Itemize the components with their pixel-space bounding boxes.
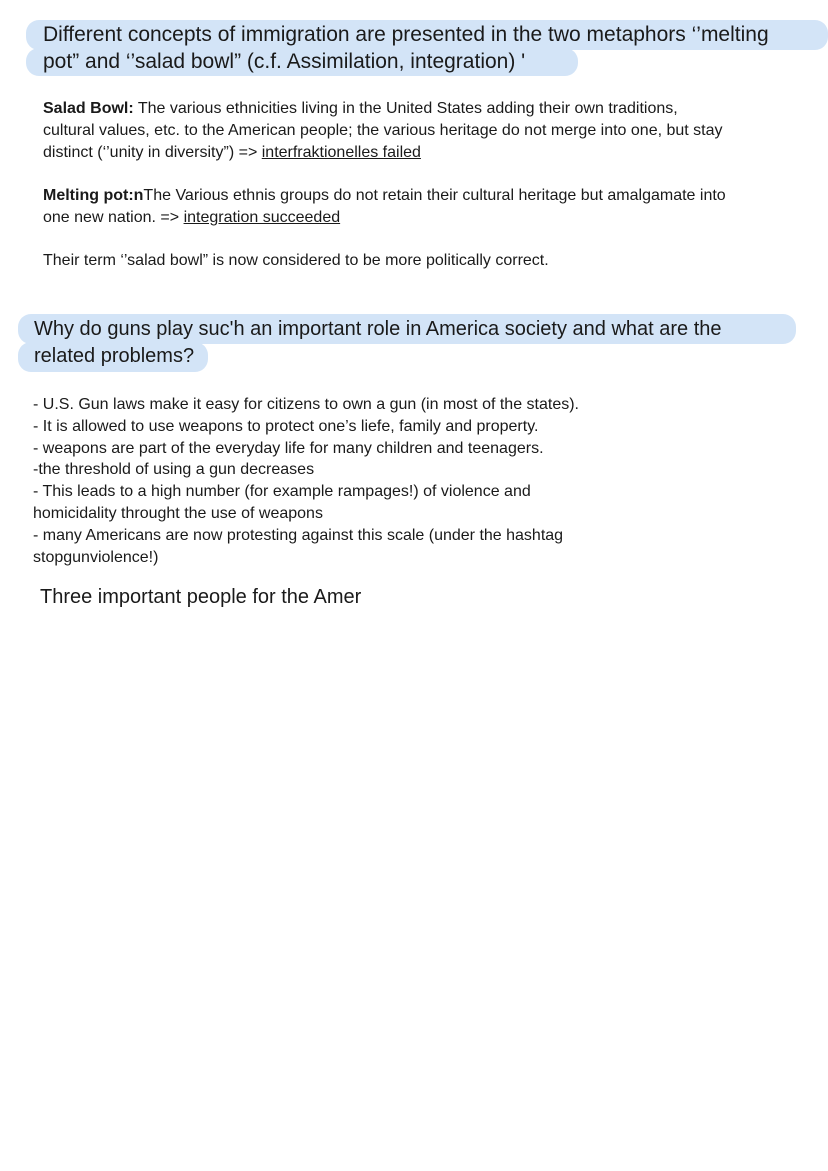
guns-bullet-list xyxy=(33,394,579,568)
section-heading-people: Three important people for the Amer xyxy=(40,586,362,608)
salad-bowl-text: cultural values, etc. to the American people; the various heritage do not merge into one, but stay xyxy=(43,122,723,139)
section-heading-guns: Why do guns play suc'h an important role in America society and what are the xyxy=(34,318,722,340)
salad-bowl-underlined: interfraktionelles failed xyxy=(261,144,421,161)
melting-pot-underlined: integration succeeded xyxy=(183,209,341,226)
salad-bowl-term: Salad Bowl: xyxy=(43,100,134,117)
section-heading-immigration: Different concepts of immigration are presented in the two metaphors ‘’melting xyxy=(43,23,769,46)
list-item: stopgunviolence!) xyxy=(33,548,159,566)
melting-pot-term: Melting pot:n xyxy=(43,187,144,204)
conclusion-text: Their term ‘’salad bowl” is now considered to be more politically correct. xyxy=(43,252,549,269)
list-item: - U.S. Gun laws make it easy for citizens to own a gun (in most of the states). xyxy=(33,396,579,413)
list-item: - weapons are part of the everyday life for many children and teenagers. xyxy=(33,439,544,457)
list-item: -the threshold of using a gun decreases xyxy=(33,461,315,479)
section-heading-guns: related problems? xyxy=(34,345,195,367)
melting-pot-paragraph xyxy=(43,185,726,229)
melting-pot-text: The Various ethnis groups do not retain their cultural heritage but amalgamate into xyxy=(143,187,726,204)
section-heading-immigration: pot” and ‘’salad bowl” (c.f. Assimilation, integration) ' xyxy=(43,50,526,73)
melting-pot-text: one new nation. => xyxy=(43,209,184,226)
list-item: - It is allowed to use weapons to protect one’s liefe, family and property. xyxy=(33,417,539,435)
list-item: - many Americans are now protesting against this scale (under the hashtag xyxy=(33,526,564,544)
list-item: - This leads to a high number (for example rampages!) of violence and xyxy=(33,483,531,501)
salad-bowl-text: distinct (‘’unity in diversity”) => xyxy=(43,144,262,161)
salad-bowl-paragraph xyxy=(43,98,723,164)
salad-bowl-text: The various ethnicities living in the United States adding their own traditions, xyxy=(133,100,678,117)
list-item: homicidality throught the use of weapons xyxy=(33,504,323,522)
